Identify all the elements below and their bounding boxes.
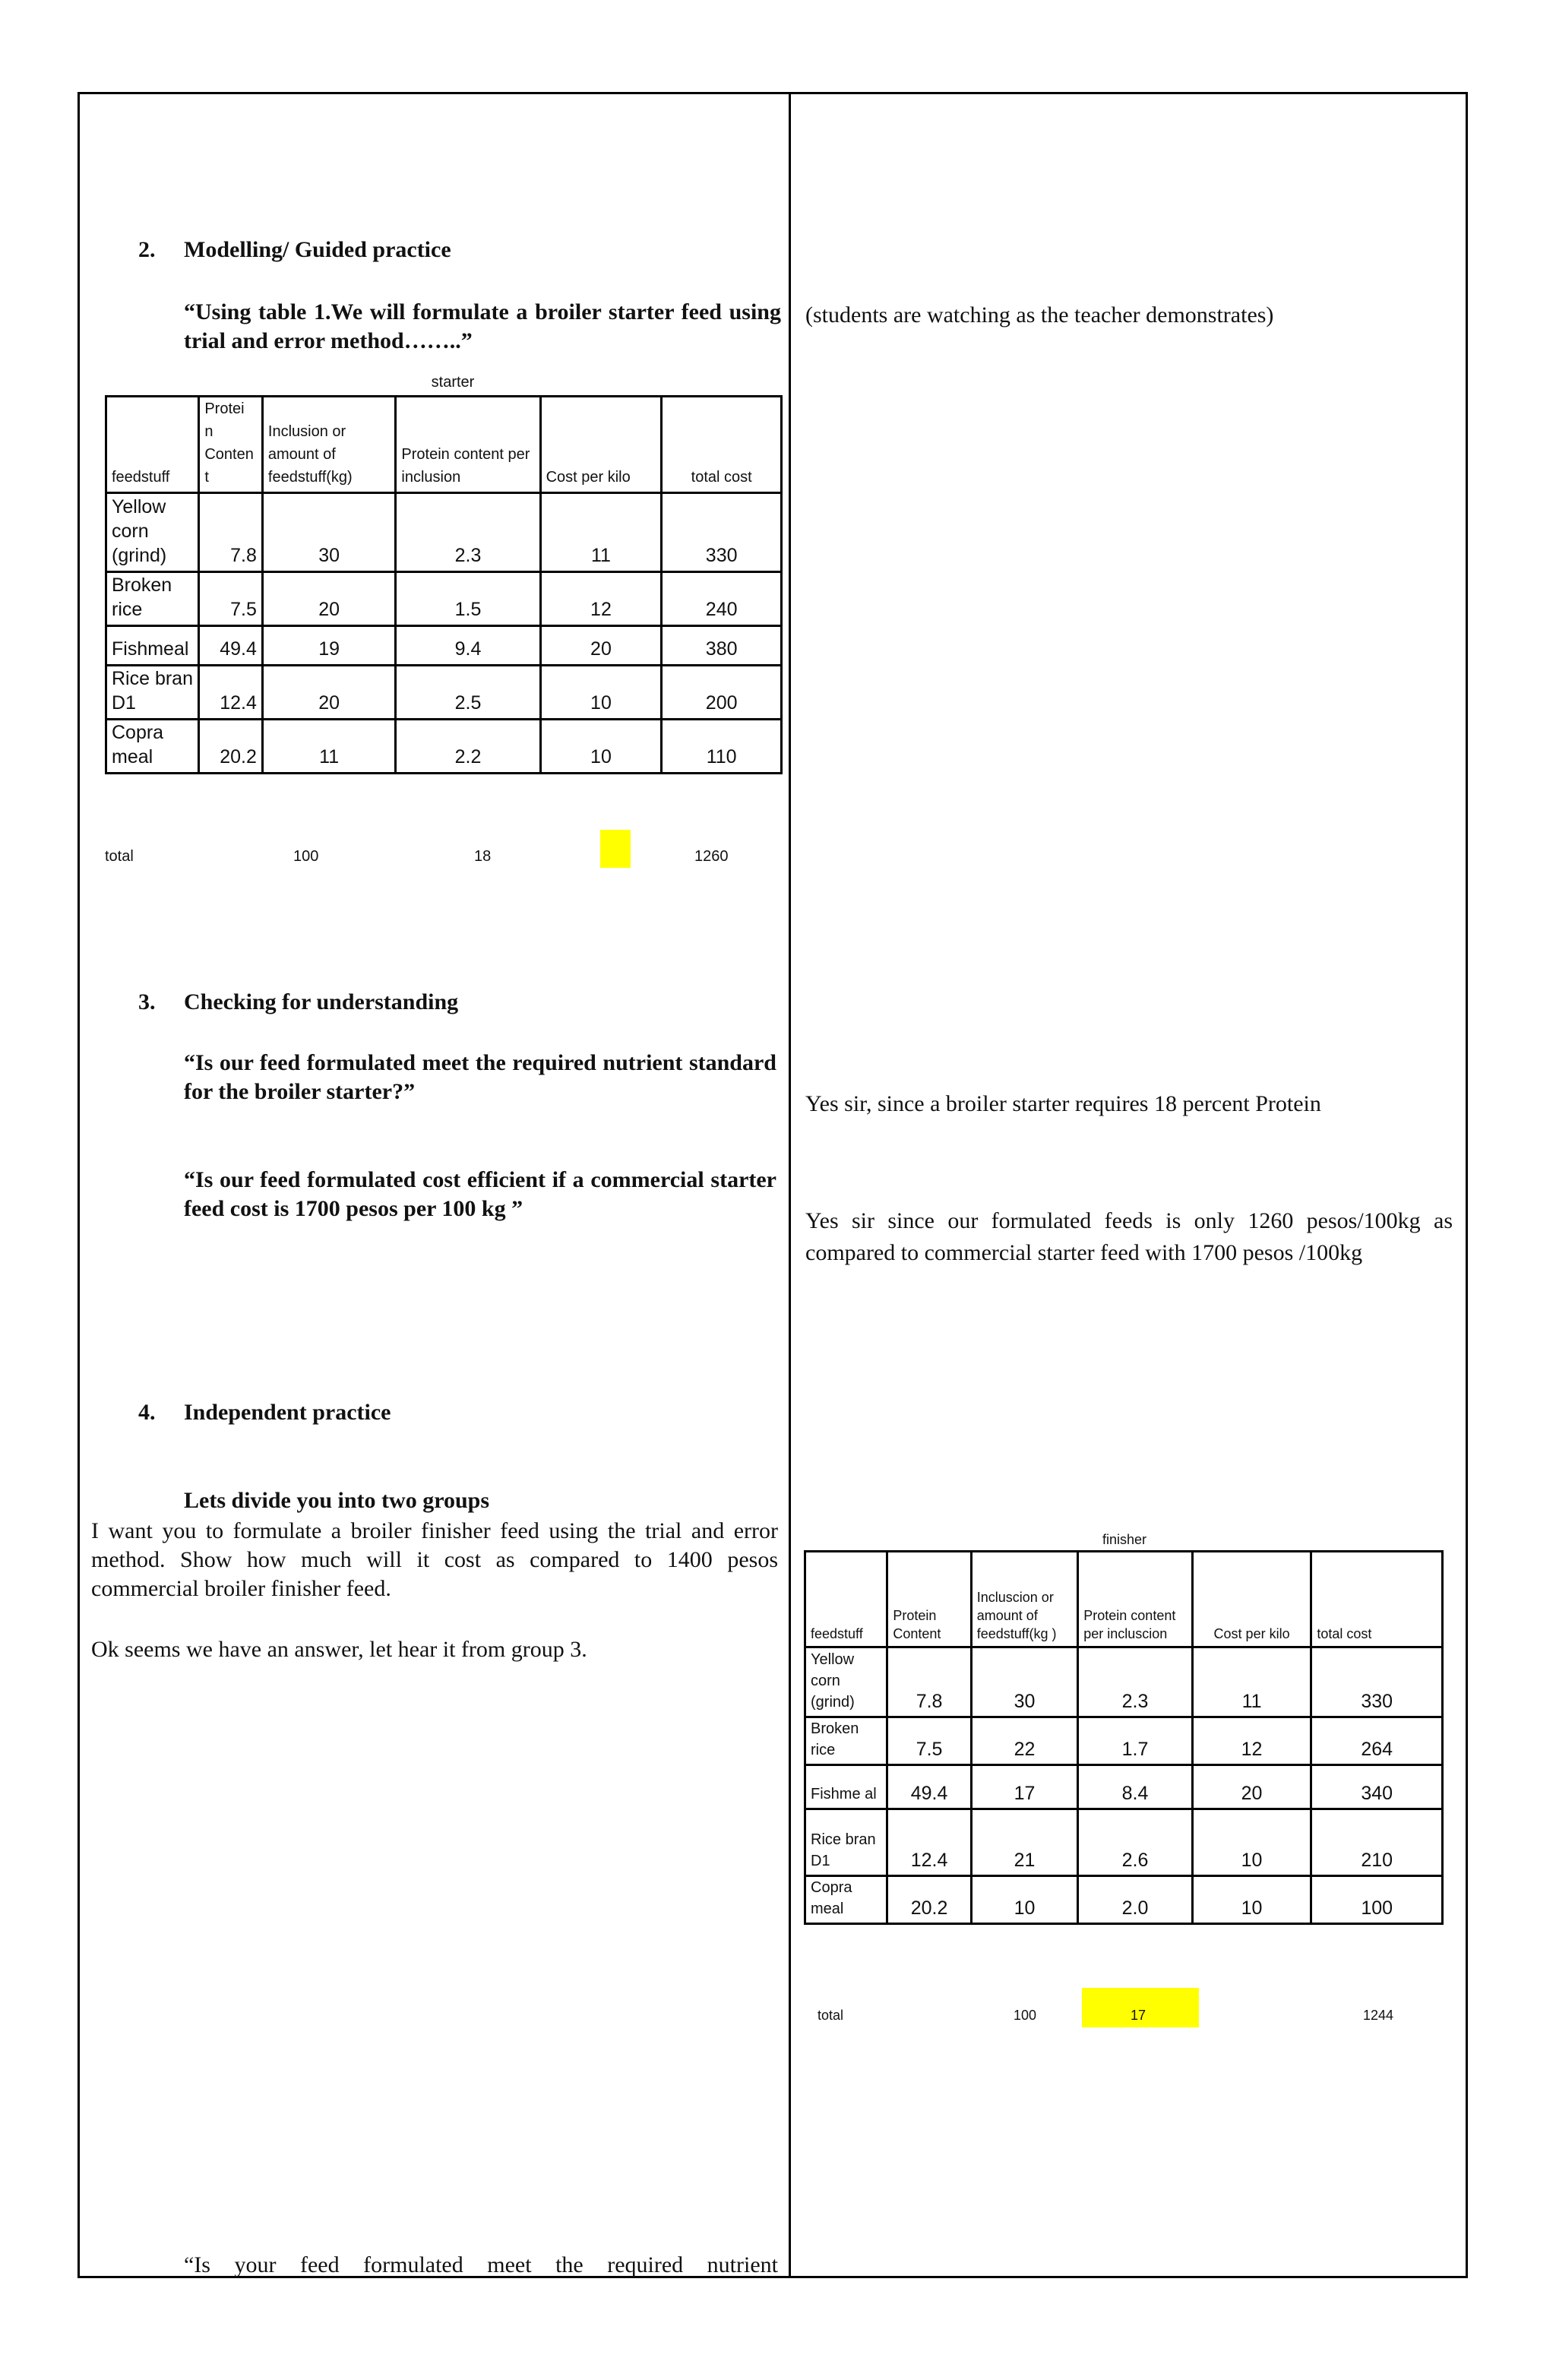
table-row xyxy=(805,1765,1443,1809)
value-cell: 330 xyxy=(1311,1647,1443,1717)
value-cell: 10 xyxy=(540,666,662,720)
table-row xyxy=(805,1809,1443,1876)
header-cell: Protei n Conten t xyxy=(199,397,263,493)
header-cell: total cost xyxy=(1311,1552,1443,1647)
header-cell: Cost per kilo xyxy=(540,397,662,493)
value-cell: 7.8 xyxy=(887,1647,971,1717)
response-2: Yes sir, since a broiler starter requires 18 percent Protein xyxy=(805,1091,1321,1116)
value-cell: 10 xyxy=(1192,1876,1311,1924)
value-cell: 2.0 xyxy=(1078,1876,1193,1924)
value-cell: 21 xyxy=(971,1809,1078,1876)
modelling-quote: “Using table 1.We will formulate a broiler starter feed using trial and error method……..” xyxy=(184,299,781,353)
value-cell: 2.3 xyxy=(396,493,540,572)
table-row xyxy=(805,1717,1443,1765)
section-title: Independent practice xyxy=(184,1400,391,1425)
highlight-cell xyxy=(600,830,631,868)
feedstuff-cell: Yellow corn (grind) xyxy=(106,493,199,572)
value-cell: 1.5 xyxy=(396,572,540,626)
value-cell: 20 xyxy=(540,626,662,666)
table-row xyxy=(106,493,782,572)
value-cell: 200 xyxy=(662,666,782,720)
value-cell: 2.3 xyxy=(1078,1647,1193,1717)
section-3-heading xyxy=(138,989,458,1015)
value-cell: 8.4 xyxy=(1078,1765,1193,1809)
value-cell: 49.4 xyxy=(199,626,263,666)
value-cell: 1.7 xyxy=(1078,1717,1193,1765)
table-row xyxy=(106,572,782,626)
starter-table xyxy=(105,395,783,774)
table-header-row xyxy=(106,397,782,493)
value-cell: 9.4 xyxy=(396,626,540,666)
section-2-heading xyxy=(138,237,451,263)
value-cell: 10 xyxy=(1192,1809,1311,1876)
question-1: “Is our feed formulated meet the required nutrient standard for the broiler starter?” xyxy=(184,1050,776,1104)
table-row xyxy=(805,1647,1443,1717)
value-cell: 7.5 xyxy=(887,1717,971,1765)
section-title: Checking for understanding xyxy=(184,989,459,1014)
finisher-caption: finisher xyxy=(1102,1532,1147,1547)
value-cell: 2.5 xyxy=(396,666,540,720)
value-cell: 210 xyxy=(1311,1809,1443,1876)
value-cell: 11 xyxy=(540,493,662,572)
column-divider xyxy=(789,92,791,2278)
starter-caption: starter xyxy=(431,374,475,391)
value-cell: 11 xyxy=(262,720,396,774)
feedstuff-cell: Broken rice xyxy=(805,1717,887,1765)
table-row xyxy=(805,1876,1443,1924)
table-row xyxy=(106,626,782,666)
header-cell: Protein content per incluscion xyxy=(1078,1552,1193,1647)
value-cell: 19 xyxy=(262,626,396,666)
finisher-total-protein: 17 xyxy=(1131,2008,1146,2023)
starter-total-label: total xyxy=(105,848,134,865)
value-cell: 100 xyxy=(1311,1876,1443,1924)
value-cell: 340 xyxy=(1311,1765,1443,1809)
value-cell: 20.2 xyxy=(887,1876,971,1924)
section-number: 2. xyxy=(138,237,156,262)
header-cell: feedstuff xyxy=(106,397,199,493)
value-cell: 12 xyxy=(540,572,662,626)
section-title: Modelling/ Guided practice xyxy=(184,237,451,262)
feedstuff-cell: Copra meal xyxy=(805,1876,887,1924)
value-cell: 49.4 xyxy=(887,1765,971,1809)
value-cell: 10 xyxy=(540,720,662,774)
feedstuff-cell: Rice bran D1 xyxy=(805,1809,887,1876)
section-number: 3. xyxy=(138,989,156,1014)
group-followup: Ok seems we have an answer, let hear it from group 3. xyxy=(91,1637,587,1662)
header-cell: Cost per kilo xyxy=(1192,1552,1311,1647)
header-cell: Incluscion or amount of feedstuff(kg ) xyxy=(971,1552,1078,1647)
bottom-question: “Is your feed formulated meet the required nutrient xyxy=(184,2252,778,2277)
value-cell: 30 xyxy=(971,1647,1078,1717)
value-cell: 11 xyxy=(1192,1647,1311,1717)
starter-total-inclusion: 100 xyxy=(293,848,319,865)
value-cell: 30 xyxy=(262,493,396,572)
value-cell: 380 xyxy=(662,626,782,666)
value-cell: 7.5 xyxy=(199,572,263,626)
feedstuff-cell: Broken rice xyxy=(106,572,199,626)
feedstuff-cell: Fishmeal xyxy=(106,626,199,666)
response-3: Yes sir since our formulated feeds is only 1260 pesos/100kg as compared to commercial starter feed with 1700 pesos /100kg xyxy=(805,1208,1453,1265)
value-cell: 17 xyxy=(971,1765,1078,1809)
value-cell: 20.2 xyxy=(199,720,263,774)
header-cell: feedstuff xyxy=(805,1552,887,1647)
feedstuff-cell: Yellow corn (grind) xyxy=(805,1647,887,1717)
section-number: 4. xyxy=(138,1400,156,1425)
question-2: “Is our feed formulated cost efficient if a commercial starter feed cost is 1700 pesos per 100 kg ” xyxy=(184,1167,776,1221)
value-cell: 22 xyxy=(971,1717,1078,1765)
feedstuff-cell: Fishme al xyxy=(805,1765,887,1809)
feedstuff-cell: Copra meal xyxy=(106,720,199,774)
header-cell: Protein Content xyxy=(887,1552,971,1647)
value-cell: 2.6 xyxy=(1078,1809,1193,1876)
value-cell: 20 xyxy=(262,572,396,626)
value-cell: 12 xyxy=(1192,1717,1311,1765)
table-row xyxy=(106,720,782,774)
value-cell: 10 xyxy=(971,1876,1078,1924)
value-cell: 20 xyxy=(262,666,396,720)
header-cell: Inclusion or amount of feedstuff(kg) xyxy=(262,397,396,493)
table-row xyxy=(106,666,782,720)
value-cell: 7.8 xyxy=(199,493,263,572)
feedstuff-cell: Rice bran D1 xyxy=(106,666,199,720)
value-cell: 110 xyxy=(662,720,782,774)
value-cell: 240 xyxy=(662,572,782,626)
group-instruction-heading: Lets divide you into two groups xyxy=(184,1488,490,1513)
value-cell: 12.4 xyxy=(887,1809,971,1876)
starter-total-protein: 18 xyxy=(474,848,492,865)
finisher-total-inclusion: 100 xyxy=(1014,2008,1037,2023)
header-cell: total cost xyxy=(662,397,782,493)
finisher-total-label: total xyxy=(818,2008,844,2023)
starter-total-cost: 1260 xyxy=(694,848,729,865)
finisher-table xyxy=(804,1550,1444,1925)
value-cell: 264 xyxy=(1311,1717,1443,1765)
value-cell: 20 xyxy=(1192,1765,1311,1809)
section-4-heading xyxy=(138,1400,391,1426)
finisher-total-cost: 1244 xyxy=(1363,2008,1394,2023)
table-header-row xyxy=(805,1552,1443,1647)
header-cell: Protein content per inclusion xyxy=(396,397,540,493)
value-cell: 330 xyxy=(662,493,782,572)
value-cell: 12.4 xyxy=(199,666,263,720)
value-cell: 2.2 xyxy=(396,720,540,774)
practice-instruction: I want you to formulate a broiler finisher feed using the trial and error method. Show how much will it cost as compared to 1400 pesos commercial broiler finisher feed. xyxy=(91,1518,778,1601)
response-1: (students are watching as the teacher demonstrates) xyxy=(805,302,1274,328)
